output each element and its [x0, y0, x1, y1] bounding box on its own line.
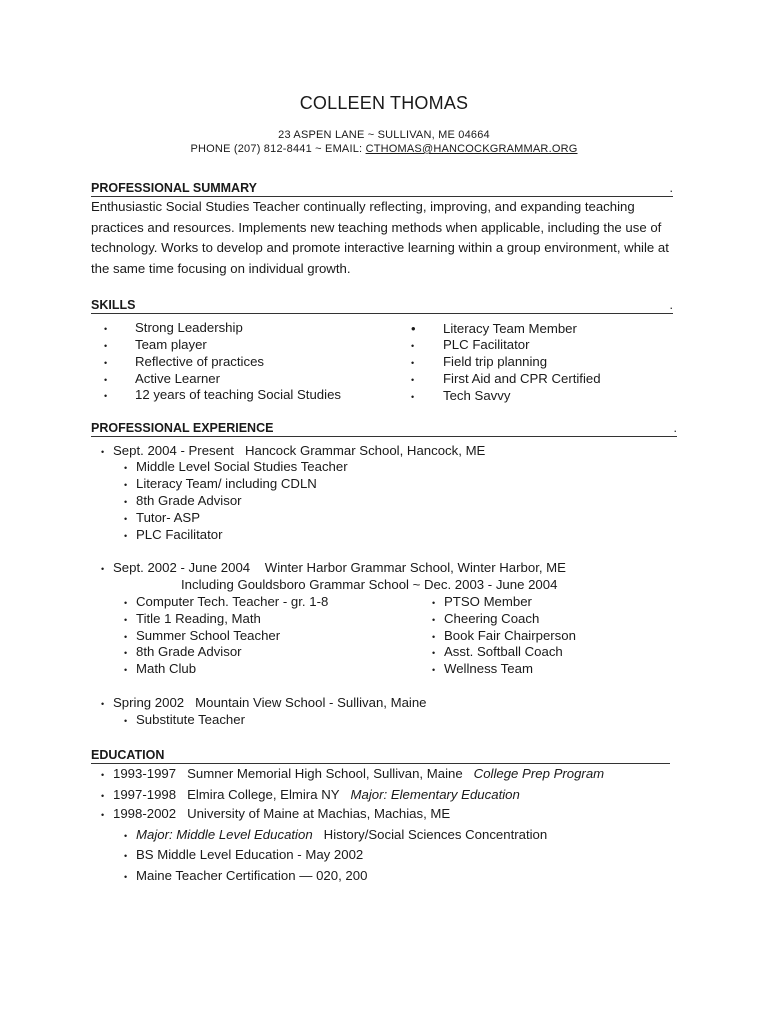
job-duty: • Tutor- ASP — [124, 510, 201, 525]
job-entry: • Sept. 2002 - June 2004 Winter Harbor Grammar School, Winter Harbor, ME — [101, 560, 566, 575]
skill-item: • Tech Savvy — [411, 388, 511, 403]
address-line: 23 ASPEN LANE ~ SULLIVAN, ME 04664 — [278, 129, 490, 141]
skill-item: • Field trip planning — [411, 354, 548, 369]
phone-text: PHONE (207) 812-8441 ~ EMAIL: — [190, 143, 366, 155]
job-duty: • Computer Tech. Teacher - gr. 1-8 — [124, 594, 329, 609]
education-entry: • 1998-2002 University of Maine at Machias, Machias, ME — [101, 806, 451, 821]
section-heading-summary: PROFESSIONAL SUMMARY . — [91, 181, 673, 195]
skill-item: • 12 years of teaching Social Studies — [104, 387, 341, 402]
contact-line — [0, 143, 768, 155]
skill-item: • Active Learner — [104, 371, 221, 386]
job-duty: • Cheering Coach — [432, 611, 540, 626]
job-subtitle: Including Gouldsboro Grammar School ~ Dec. 2003 - June 2004 — [181, 577, 558, 592]
job-duty: • Wellness Team — [432, 661, 533, 676]
job-duty: • Literacy Team/ including CDLN — [124, 476, 317, 491]
job-entry: • Sept. 2004 - Present Hancock Grammar School, Hancock, ME — [101, 443, 486, 458]
job-duty: • 8th Grade Advisor — [124, 493, 242, 508]
skill-item: • Strong Leadership — [104, 320, 243, 335]
job-duty: • Asst. Softball Coach — [432, 644, 563, 659]
skill-item: • Reflective of practices — [104, 354, 264, 369]
job-duty: • PLC Facilitator — [124, 527, 223, 542]
skill-item: • PLC Facilitator — [411, 337, 530, 352]
section-heading-experience: PROFESSIONAL EXPERIENCE . — [91, 421, 677, 435]
section-heading-education: EDUCATION — [91, 748, 670, 764]
job-duty: • PTSO Member — [432, 594, 532, 609]
job-duty: • Summer School Teacher — [124, 628, 281, 643]
skill-item: • First Aid and CPR Certified — [411, 371, 601, 386]
summary-text: Enthusiastic Social Studies Teacher continually reflecting, improving, and expanding teaching practices and resources. Implements new teaching methods when applicable, including the use of technology. Works to develop and promote interactive learning within a group environment, while at the same time focusing on individual growth. — [91, 199, 669, 277]
education-entry: • 1993-1997 Sumner Memorial High School, Sullivan, Maine College Prep Program — [101, 766, 605, 781]
education-detail: • BS Middle Level Education - May 2002 — [124, 847, 364, 862]
resume-name: COLLEEN THOMAS — [299, 93, 469, 113]
email-link[interactable]: CTHOMAS@HANCOCKGRAMMAR.ORG — [365, 143, 578, 155]
job-duty: • 8th Grade Advisor — [124, 644, 242, 659]
job-duty: • Middle Level Social Studies Teacher — [124, 459, 348, 474]
skill-item: • Literacy Team Member — [411, 321, 577, 336]
job-entry: • Spring 2002 Mountain View School - Sullivan, Maine — [101, 695, 427, 710]
education-detail: • Major: Middle Level Education History/Social Sciences Concentration — [124, 827, 548, 842]
section-heading-skills: SKILLS . — [91, 298, 673, 312]
education-entry: • 1997-1998 Elmira College, Elmira NY Major: Elementary Education — [101, 787, 520, 802]
education-detail: • Maine Teacher Certification — 020, 200 — [124, 868, 368, 883]
job-duty: • Book Fair Chairperson — [432, 628, 576, 643]
job-duty: • Title 1 Reading, Math — [124, 611, 261, 626]
job-duty: • Math Club — [124, 661, 197, 676]
job-duty: • Substitute Teacher — [124, 712, 245, 727]
skill-item: • Team player — [104, 337, 207, 352]
